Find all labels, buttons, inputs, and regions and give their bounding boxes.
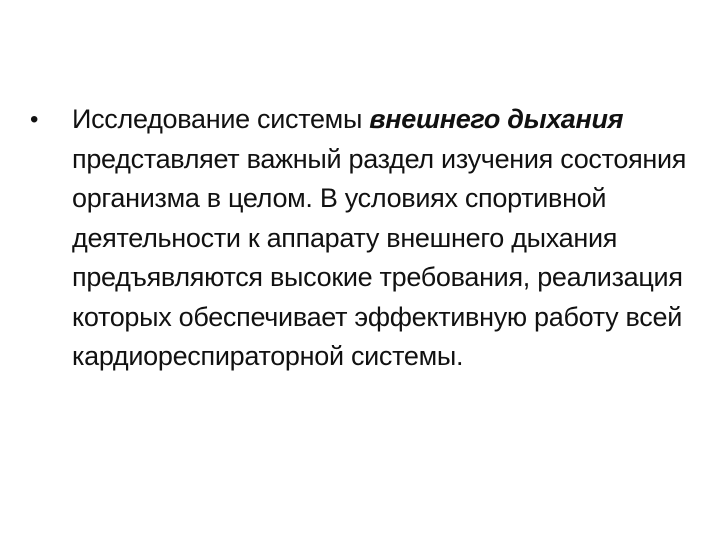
text-before: Исследование системы — [72, 104, 370, 134]
text-after: представляет важный раздел изучения состояния организма в целом. В условиях спортивной деятельности к аппарату внешнего дыхания предъявляются высокие требования, реализация которых обеспечивает эффективную работу всей кардиореспираторной системы. — [72, 143, 687, 371]
bullet-paragraph — [72, 100, 690, 377]
emphasized-text: внешнего дыхания — [369, 104, 624, 134]
bullet-marker: • — [30, 106, 39, 133]
bullet-item — [30, 100, 690, 377]
